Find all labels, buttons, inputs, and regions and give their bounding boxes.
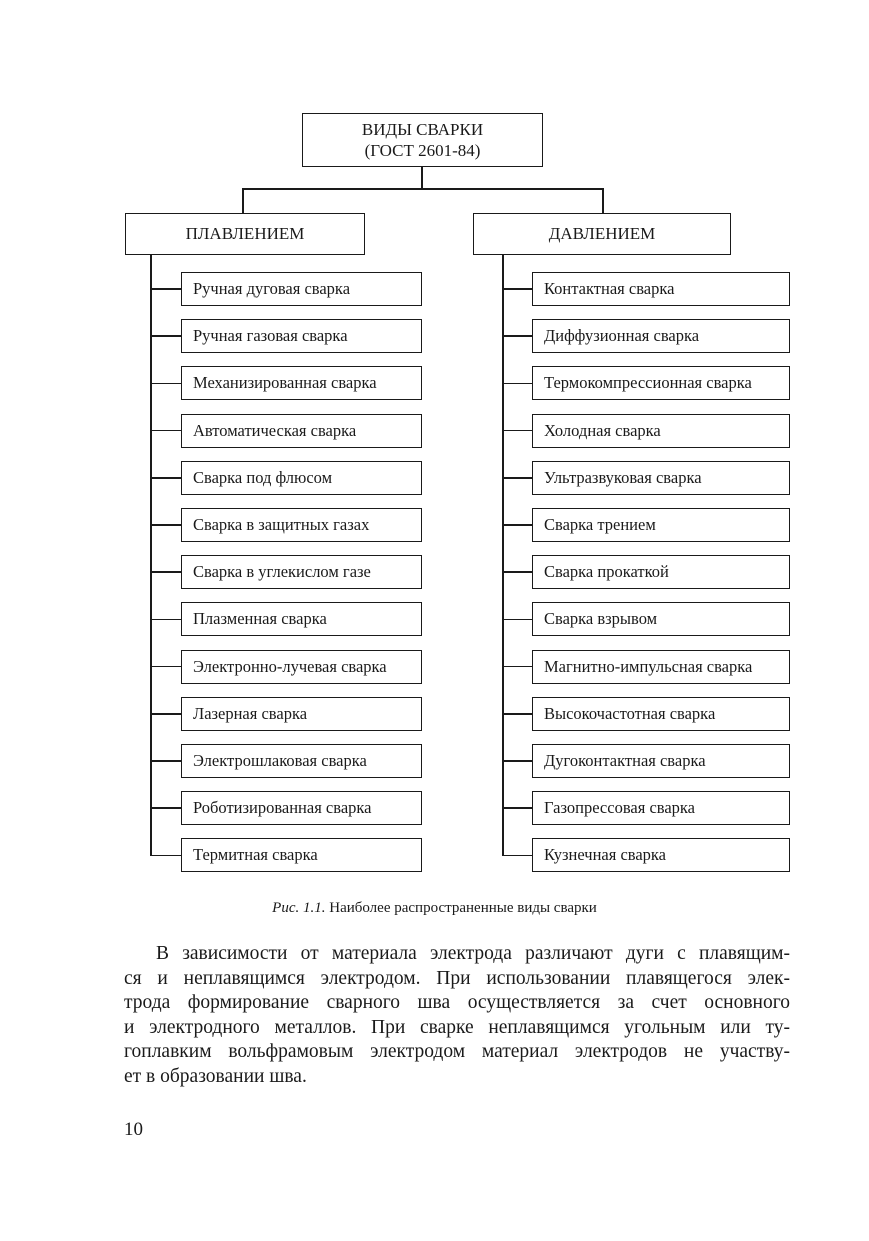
left-item-connector <box>150 619 181 621</box>
fusion-method-label: Сварка в углекислом газе <box>193 562 371 582</box>
category-pressure-label: ДАВЛЕНИЕМ <box>548 224 656 243</box>
right-item-connector <box>502 288 532 290</box>
pressure-method-label: Дугоконтактная сварка <box>544 751 706 770</box>
fusion-method-label: Ручная газовая сварка <box>193 326 348 346</box>
pressure-method-box <box>532 838 790 872</box>
pressure-method-box <box>532 697 790 731</box>
fusion-method-label: Механизированная сварка <box>193 373 377 393</box>
right-item-connector <box>502 383 532 385</box>
pressure-method-box <box>532 744 790 778</box>
right-item-connector <box>502 807 532 809</box>
fusion-method-box <box>181 414 422 448</box>
pressure-method-label: Контактная сварка <box>544 279 675 298</box>
fusion-method-box <box>181 838 422 872</box>
fusion-method-box <box>181 555 422 589</box>
pressure-method-box <box>532 272 790 306</box>
left-item-connector <box>150 477 181 479</box>
right-item-connector <box>502 524 532 526</box>
right-item-connector <box>502 571 532 573</box>
page-number: 10 <box>124 1119 143 1140</box>
fusion-method-box <box>181 791 422 825</box>
left-item-connector <box>150 335 181 337</box>
pressure-method-label: Газопрессовая сварка <box>544 798 696 818</box>
paragraph-line: гоплавким вольфрамовым электродом материал электродов не участву- <box>124 1041 790 1062</box>
left-item-connector <box>150 571 181 573</box>
paragraph-line: ет в образовании шва. <box>124 1065 307 1087</box>
left-item-connector <box>150 430 181 432</box>
left-item-connector <box>150 760 181 762</box>
pressure-method-box <box>532 508 790 542</box>
pressure-method-box <box>532 414 790 448</box>
root-connector-down <box>421 167 423 189</box>
fusion-method-label: Электрошлаковая сварка <box>193 751 367 770</box>
paragraph-line: В зависимости от материала электрода различают дуги с плавящим- <box>156 943 790 964</box>
figure-caption-text: Наиболее распространенные виды сварки <box>325 900 597 916</box>
right-trunk-line <box>502 255 504 855</box>
fusion-method-label: Плазменная сварка <box>193 609 327 629</box>
pressure-method-label: Высокочастотная сварка <box>544 703 716 723</box>
root-title: ВИДЫ СВАРКИ <box>361 120 484 139</box>
paragraph-line: и электродного металлов. При сварке неплавящимся угольным или ту- <box>124 1016 790 1038</box>
left-item-connector <box>150 288 181 290</box>
fusion-method-label: Электронно-лучевая сварка <box>193 656 387 676</box>
fusion-method-box <box>181 697 422 731</box>
fusion-method-label: Термитная сварка <box>193 845 318 865</box>
fusion-method-label: Ручная дуговая сварка <box>193 279 351 298</box>
figure-label: Рис. 1.1. <box>272 900 326 916</box>
fusion-method-box <box>181 602 422 636</box>
right-branch-connector <box>602 188 604 214</box>
fusion-method-label: Лазерная сварка <box>193 703 308 723</box>
fusion-method-box <box>181 461 422 495</box>
branch-connector <box>242 188 603 190</box>
left-item-connector <box>150 713 181 715</box>
fusion-method-box <box>181 744 422 778</box>
fusion-method-label: Сварка в защитных газах <box>193 515 370 534</box>
left-item-connector <box>150 524 181 526</box>
pressure-method-box <box>532 650 790 684</box>
root-subtitle: (ГОСТ 2601-84) <box>364 141 481 160</box>
right-item-connector <box>502 855 532 857</box>
left-item-connector <box>150 855 181 857</box>
fusion-method-box <box>181 319 422 353</box>
right-item-connector <box>502 477 532 479</box>
pressure-method-label: Магнитно-импульсная сварка <box>544 656 753 676</box>
category-fusion-label: ПЛАВЛЕНИЕМ <box>185 224 305 243</box>
fusion-method-label: Роботизированная сварка <box>193 798 372 818</box>
right-item-connector <box>502 713 532 715</box>
pressure-method-label: Сварка трением <box>544 515 656 534</box>
pressure-method-label: Ультразвуковая сварка <box>544 467 702 487</box>
pressure-method-box <box>532 602 790 636</box>
fusion-method-label: Автоматическая сварка <box>193 420 357 440</box>
right-item-connector <box>502 760 532 762</box>
pressure-method-label: Сварка прокаткой <box>544 562 669 582</box>
pressure-method-box <box>532 319 790 353</box>
pressure-method-box <box>532 461 790 495</box>
pressure-method-box <box>532 366 790 400</box>
pressure-method-label: Диффузионная сварка <box>544 326 700 346</box>
fusion-method-label: Сварка под флюсом <box>193 467 333 487</box>
right-item-connector <box>502 335 532 337</box>
pressure-method-label: Кузнечная сварка <box>544 845 667 865</box>
right-item-connector <box>502 666 532 668</box>
fusion-method-box <box>181 650 422 684</box>
left-item-connector <box>150 666 181 668</box>
pressure-method-label: Сварка взрывом <box>544 609 658 629</box>
left-item-connector <box>150 807 181 809</box>
root-node <box>302 113 543 167</box>
figure-caption <box>0 900 869 917</box>
fusion-method-box <box>181 366 422 400</box>
pressure-method-box <box>532 791 790 825</box>
pressure-method-label: Холодная сварка <box>544 420 661 440</box>
category-pressure <box>473 213 731 255</box>
right-item-connector <box>502 430 532 432</box>
pressure-method-box <box>532 555 790 589</box>
right-item-connector <box>502 619 532 621</box>
pressure-method-label: Термокомпрессионная сварка <box>544 373 752 393</box>
left-trunk-line <box>150 255 152 855</box>
paragraph-line: трода формирование сварного шва осуществляется за счет основного <box>124 992 790 1013</box>
fusion-method-box <box>181 508 422 542</box>
paragraph-line: ся и неплавящимся электродом. При использовании плавящегося элек- <box>124 967 790 989</box>
left-item-connector <box>150 383 181 385</box>
fusion-method-box <box>181 272 422 306</box>
body-paragraph <box>124 942 790 1089</box>
left-branch-connector <box>242 188 244 214</box>
category-fusion <box>125 213 365 255</box>
